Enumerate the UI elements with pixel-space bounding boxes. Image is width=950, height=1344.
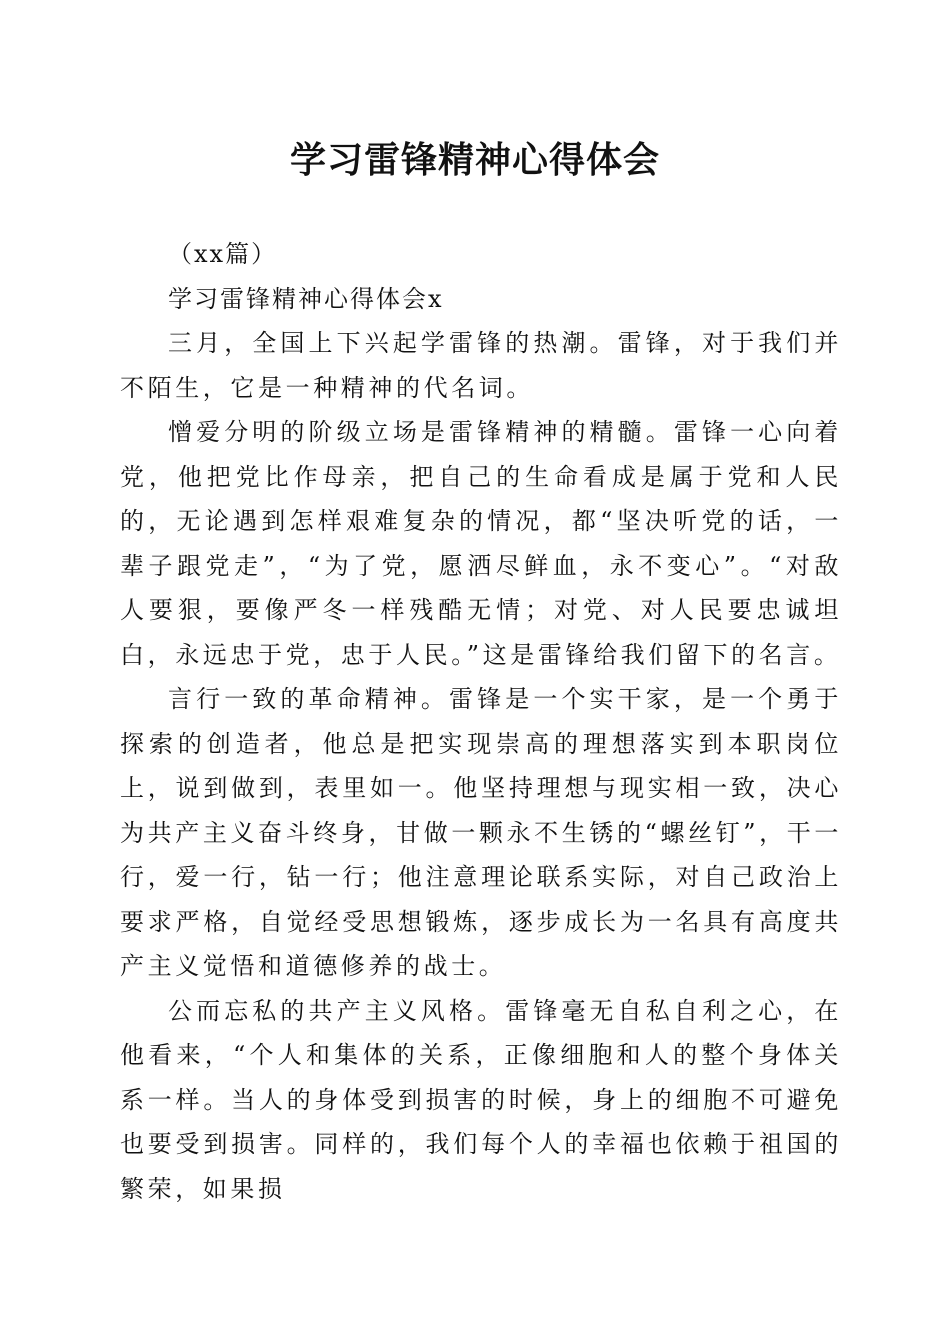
document-title: 学习雷锋精神心得体会 [289,139,660,181]
paragraph-consistent-spirit: 言行一致的革命精神。雷锋是一个实干家，是一个勇于探索的创造者，他总是把实现崇高的理想落实到本职岗位上，说到做到，表里如一。他坚持理想与现实相一致，决心为共产主义奋斗终身，甘做一颗永不生锈的“螺丝钉”，干一行，爱一行，钻一行；他注意理论联系实际，对自己政治上要求严格，自觉经受思想锻炼，逐步成长为一名具有高度共产主义觉悟和道德修养的战士。 [120,685,842,980]
paragraph-heading: 学习雷锋精神心得体会x [168,284,444,313]
document-body [120,232,842,1211]
paragraph-intro: 三月，全国上下兴起学雷锋的热潮。雷锋，对于我们并不陌生，它是一种精神的代名词。 [120,329,842,402]
paragraph-class-stand: 憎爱分明的阶级立场是雷锋精神的精髓。雷锋一心向着党，他把党比作母亲，把自己的生命看成是属于党和人民的，无论遇到怎样艰难复杂的情况，都“坚决听党的话，一辈子跟党走”，“为了党，愿洒尽鲜血，永不变心”。“对敌人要狠，要像严冬一样残酷无情；对党、对人民要忠诚坦白，永远忠于党，忠于人民。”这是雷锋给我们留下的名言。 [120,418,842,669]
paragraph-selfless-style: 公而忘私的共产主义风格。雷锋毫无自私自利之心，在他看来，“个人和集体的关系，正像细胞和人的整个身体关系一样。当人的身体受到损害的时候，身上的细胞不可避免也要受到损害。同样的，我们每个人的幸福也依赖于祖国的繁荣，如果损 [120,996,842,1203]
paragraph-subtitle: （xx篇） [168,240,278,268]
